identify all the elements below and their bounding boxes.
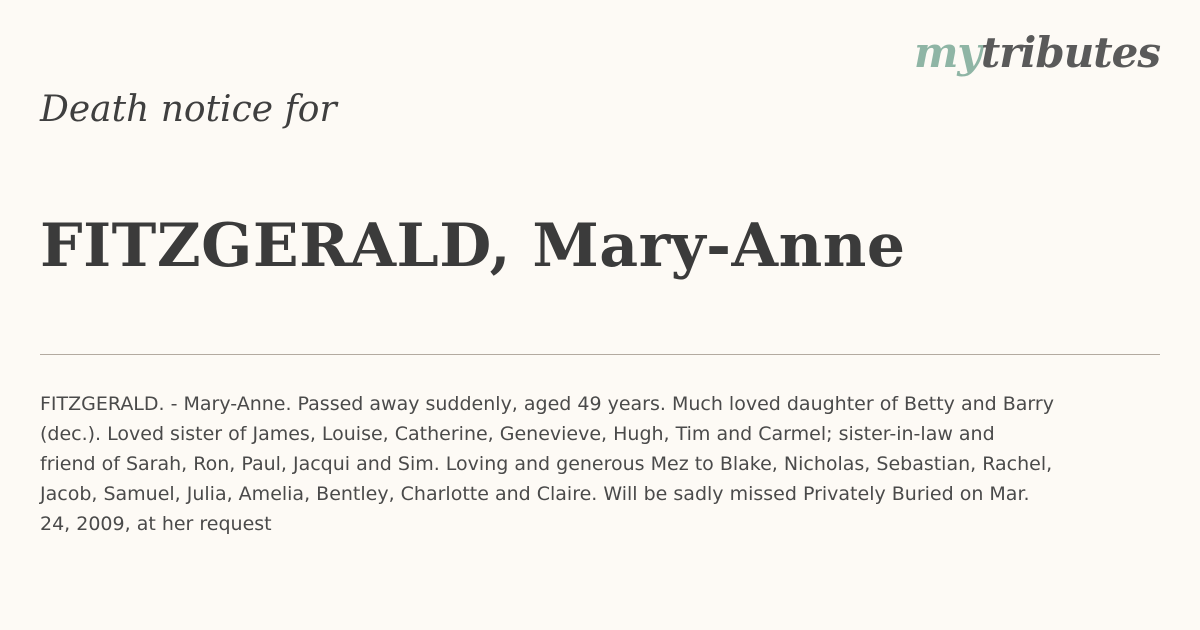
- logo-tributes-text: tributes: [980, 28, 1160, 77]
- divider: [40, 354, 1160, 355]
- deceased-name: FITZGERALD, Mary-Anne: [40, 211, 906, 281]
- notice-heading: Death notice for: [40, 89, 337, 130]
- notice-body-text: FITZGERALD. - Mary-Anne. Passed away suddenly, aged 49 years. Much loved daughter of Betty and Barry (dec.). Loved sister of James, Louise, Catherine, Genevieve, Hugh, Tim and Carmel; sister-in-law and friend of Sarah, Ron, Paul, Jacqui and Sim. Loving and generous Mez to Blake, Nicholas, Sebastian, Rachel, Jacob, Samuel, Julia, Amelia, Bentley, Charlotte and Claire. Will be sadly missed Privately Buried on Mar. 24, 2009, at her request: [40, 393, 1054, 535]
- logo-my-text: my: [913, 28, 981, 77]
- mytributes-logo[interactable]: [913, 28, 1160, 77]
